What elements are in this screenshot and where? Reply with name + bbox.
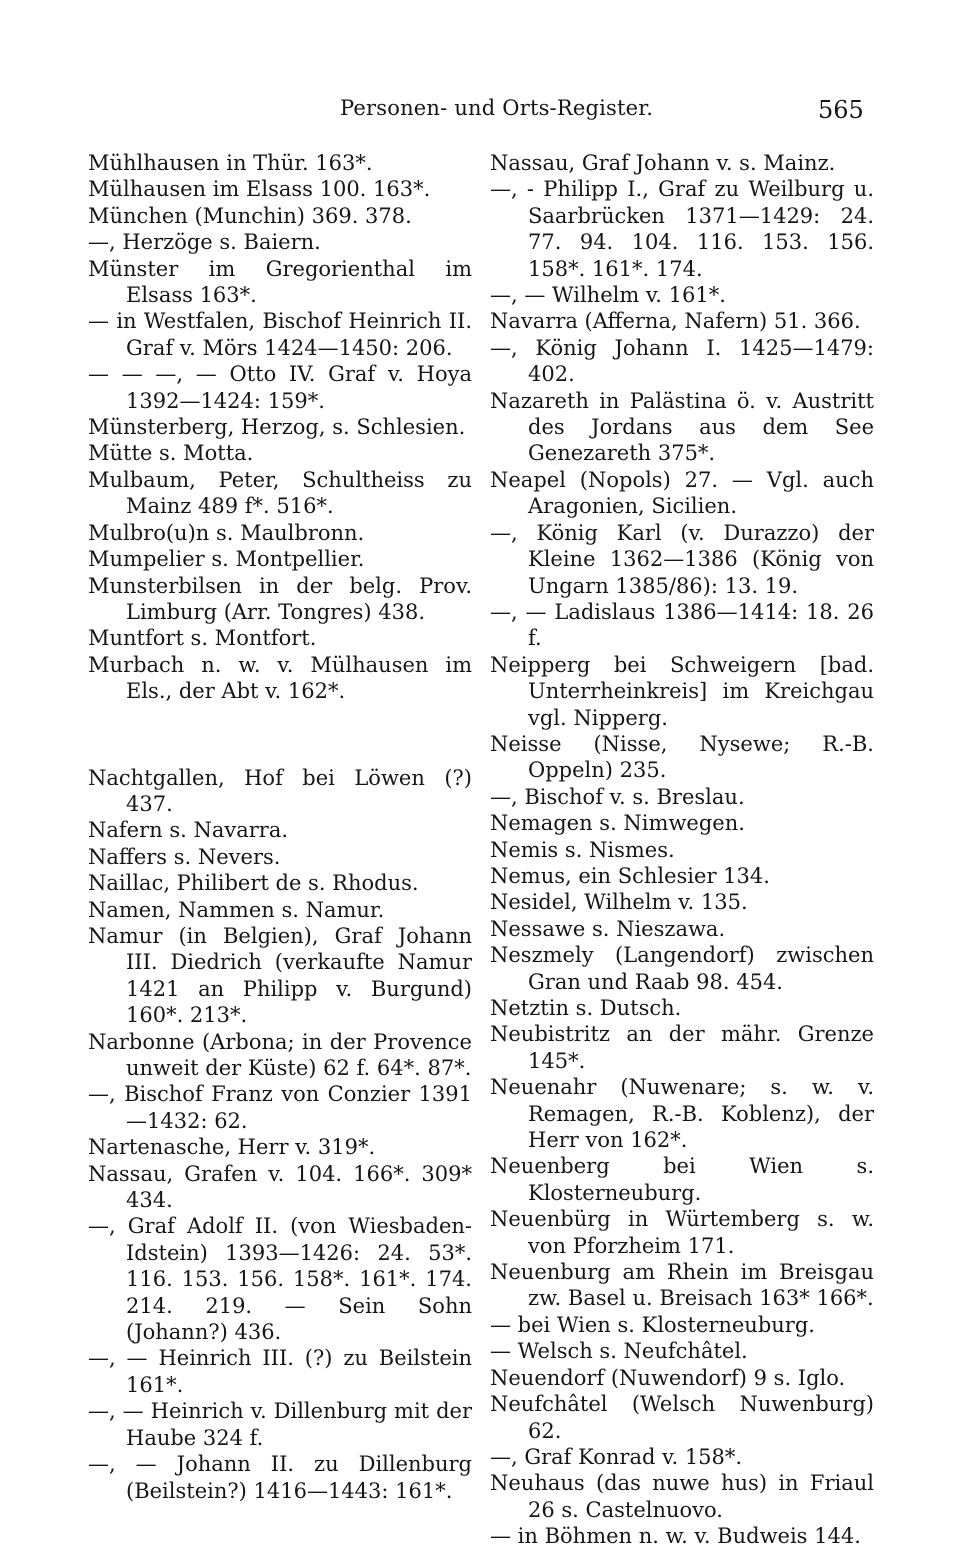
index-entry: Nemus, ein Schlesier 134.: [490, 863, 770, 888]
index-entry: —, — Ladislaus 1386—1414: 18. 26 f.: [490, 599, 874, 651]
index-entry: Neuenburg am Rhein im Breisgau zw. Basel u. Breisach 163* 166*.: [490, 1260, 874, 1311]
index-entry: Munsterbilsen in der belg. Prov. Limburg (Arr. Tongres) 438.: [88, 573, 472, 624]
index-entry: Nafern s. Navarra.: [88, 818, 289, 843]
index-entry: Naillac, Philibert de s. Rhodus.: [88, 871, 419, 896]
index-entry: Mütte s. Motta.: [88, 441, 254, 466]
index-entry: Mumpelier s. Montpellier.: [88, 547, 365, 572]
index-entry: —, — Heinrich v. Dillenburg mit der Haube 324 f.: [88, 1399, 472, 1450]
index-entry: Namur (in Belgien), Graf Johann III. Diedrich (verkaufte Namur 1421 an Philipp v. Burgund) 160*. 213*.: [88, 923, 472, 1028]
index-entry: Neszmely (Langendorf) zwischen Gran und Raab 98. 454.: [490, 943, 874, 994]
index-entry: —, Herzöge s. Baiern.: [88, 230, 321, 255]
index-entry: Muntfort s. Montfort.: [88, 626, 317, 651]
index-entry: —, König Karl (v. Durazzo) der Kleine 1362—1386 (König von Ungarn 1385/86): 13. 19.: [490, 520, 874, 598]
index-entry: —, Graf Konrad v. 158*.: [490, 1444, 743, 1469]
index-entry: —, — Johann II. zu Dillenburg (Beilstein?) 1416—1443: 161*.: [88, 1452, 472, 1503]
index-entry: —, Bischof Franz von Conzier 1391 —1432: 62.: [88, 1082, 472, 1133]
index-entry: —, — Wilhelm v. 161*.: [490, 283, 726, 308]
index-entry: Nassau, Grafen v. 104. 166*. 309* 434.: [88, 1161, 472, 1213]
index-entry: Neuenbürg in Würtemberg s. w. von Pforzheim 171.: [490, 1207, 874, 1258]
index-entry: Neuenahr (Nuwenare; s. w. v. Remagen, R.-B. Koblenz), der Herr von 162*.: [490, 1075, 874, 1153]
index-entry: Neufchâtel (Welsch Nuwenburg) 62.: [490, 1392, 874, 1443]
running-title: Personen- und Orts-Register.: [340, 96, 654, 120]
index-entry: Netztin s. Dutsch.: [490, 996, 682, 1020]
index-entry: —, König Johann I. 1425—1479: 402.: [490, 335, 874, 387]
index-entry: — in Böhmen n. w. v. Budweis 144.: [490, 1524, 861, 1549]
index-entry: — in Westfalen, Bischof Heinrich II. Graf v. Mörs 1424—1450: 206.: [88, 309, 472, 360]
index-entry: — Welsch s. Neufchâtel.: [490, 1339, 748, 1364]
index-entry: Neisse (Nisse, Nysewe; R.-B. Oppeln) 235.: [490, 731, 874, 783]
index-entry: Mülhausen im Elsass 100. 163*.: [88, 177, 431, 202]
index-entry: Mulbaum, Peter, Schultheiss zu Mainz 489 f*. 516*.: [88, 467, 472, 519]
index-entry: —, — Heinrich III. (?) zu Beilstein 161*.: [88, 1346, 472, 1397]
index-entry: Namen, Nammen s. Namur.: [88, 897, 385, 922]
index-entry: Münster im Gregorienthal im Elsass 163*.: [88, 256, 472, 308]
index-entry: — — —, — Otto IV. Graf v. Hoya 1392—1424: 159*.: [88, 362, 472, 413]
index-entry: Mulbro(u)n s. Maulbronn.: [88, 520, 365, 545]
index-entry: Nemis s. Nismes.: [490, 837, 675, 862]
entries-m: [88, 150, 472, 705]
index-entry: —, Graf Adolf II. (von Wiesbaden-Idstein) 1393—1426: 24. 53*. 116. 153. 156. 158*. 161*. 174. 214. 219. — Sein Sohn (Johann?) 436.: [88, 1214, 472, 1345]
index-entry: Nazareth in Palästina ö. v. Austritt des Jordans aus dem See Genezareth 375*.: [490, 388, 874, 466]
index-entry: Neipperg bei Schweigern [bad. Unterrheinkreis] im Kreichgau vgl. Nipperg.: [490, 652, 874, 730]
index-entry: —, - Philipp I., Graf zu Weilburg u. Saarbrücken 1371—1429: 24. 77. 94. 104. 116. 153. 156. 158*. 161*. 174.: [490, 177, 874, 281]
index-entry: Nemagen s. Nimwegen.: [490, 811, 745, 836]
index-entry: Nartenasche, Herr v. 319*.: [88, 1135, 376, 1160]
index-entry: Navarra (Afferna, Nafern) 51. 366.: [490, 309, 861, 334]
section-gap: [88, 705, 472, 765]
index-entry: München (Munchin) 369. 378.: [88, 203, 412, 228]
index-entry: Nessawe s. Nieszawa.: [490, 916, 726, 941]
index-entry: Naffers s. Nevers.: [88, 844, 281, 869]
index-entry: Nachtgallen, Hof bei Löwen (?) 437.: [88, 765, 472, 816]
index-entry: —, Bischof v. s. Breslau.: [490, 784, 745, 809]
right-column: [490, 150, 874, 1550]
index-entry: Neuenberg bei Wien s. Klosterneuburg.: [490, 1154, 874, 1205]
index-entry: Mühlhausen in Thür. 163*.: [88, 151, 373, 175]
left-column: [88, 150, 472, 1504]
running-head: [0, 96, 960, 130]
index-entry: Neapel (Nopols) 27. — Vgl. auch Aragonien, Sicilien.: [490, 467, 874, 519]
index-entry: Nassau, Graf Johann v. s. Mainz.: [490, 151, 836, 175]
index-entry: Münsterberg, Herzog, s. Schlesien.: [88, 415, 466, 440]
page-number: 565: [818, 96, 864, 124]
index-entry: — bei Wien s. Klosterneuburg.: [490, 1312, 815, 1337]
index-entry: Neuendorf (Nuwendorf) 9 s. Iglo.: [490, 1365, 846, 1390]
index-entry: Neuhaus (das nuwe hus) in Friaul 26 s. Castelnuovo.: [490, 1471, 874, 1522]
index-entry: Nesidel, Wilhelm v. 135.: [490, 890, 748, 915]
index-entry: Narbonne (Arbona; in der Provence unweit der Küste) 62 f. 64*. 87*.: [88, 1029, 472, 1080]
index-entry: Murbach n. w. v. Mülhausen im Els., der Abt v. 162*.: [88, 652, 472, 704]
entries-n: [88, 765, 472, 1504]
index-entry: Neubistritz an der mähr. Grenze 145*.: [490, 1022, 874, 1073]
